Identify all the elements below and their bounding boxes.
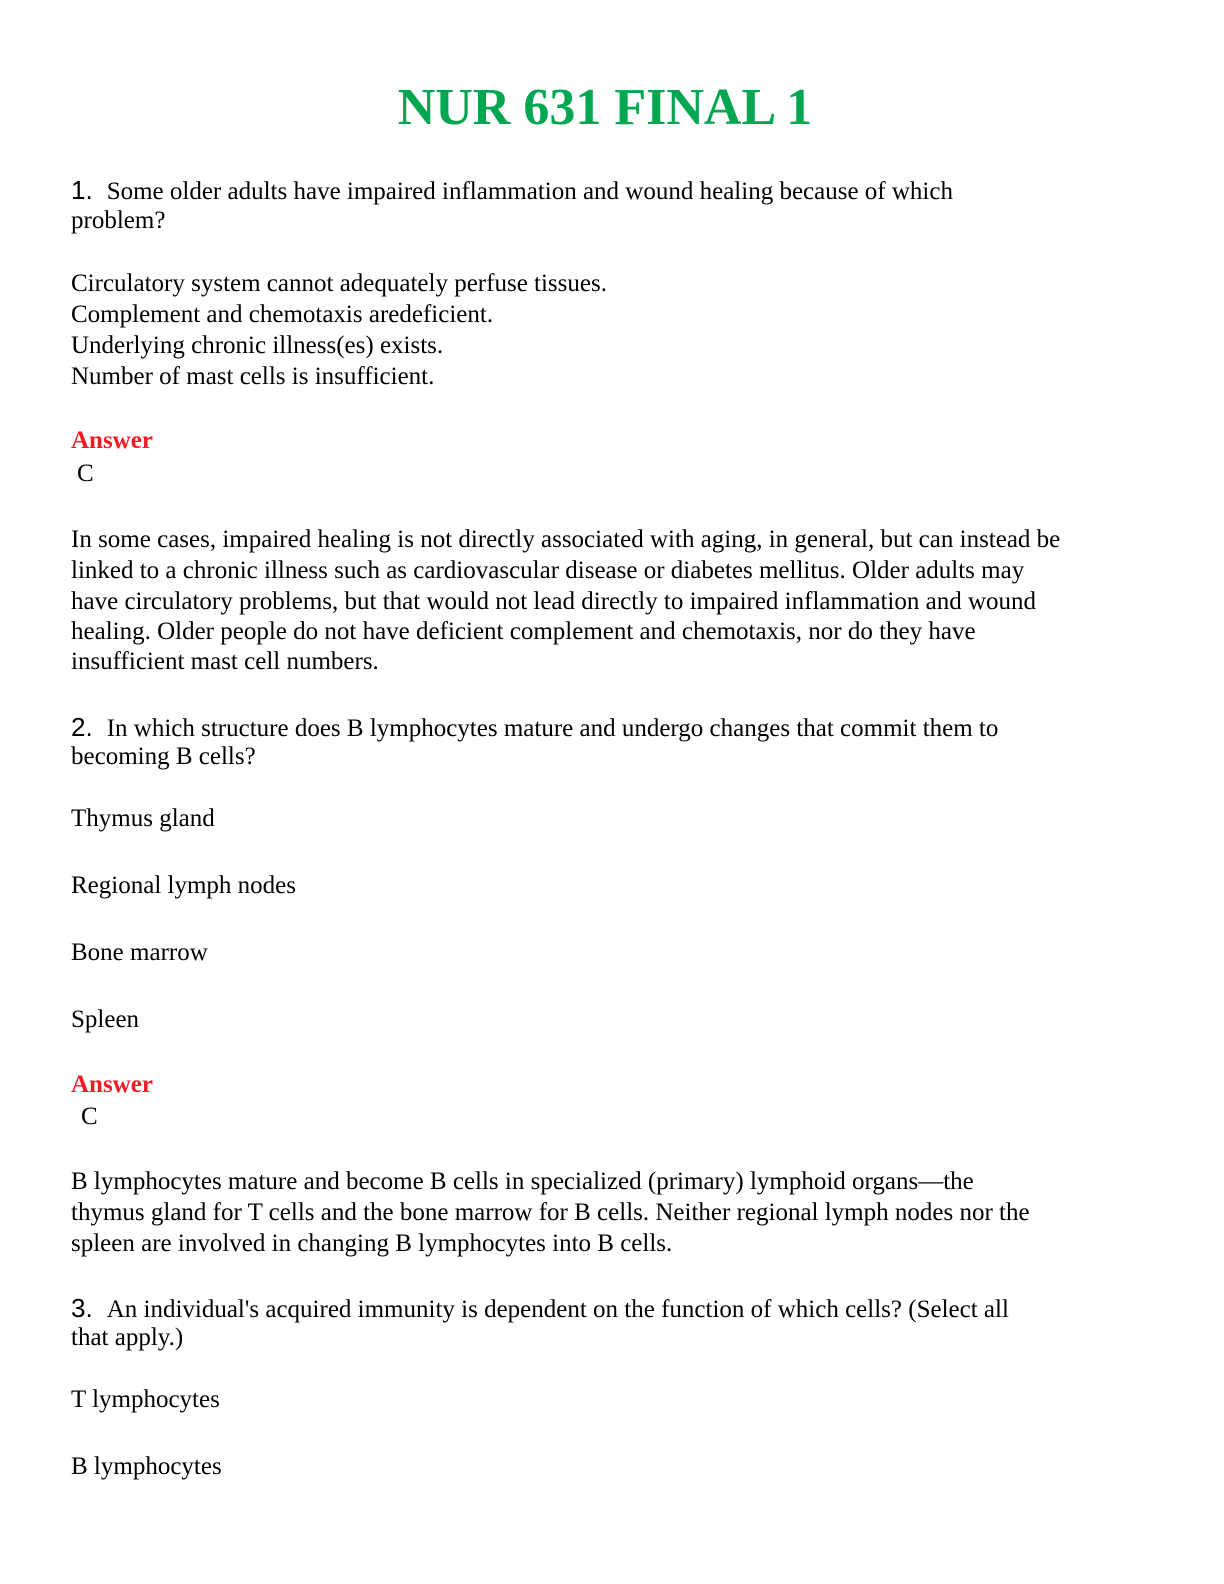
question-2-option-4: Spleen [71,1006,140,1033]
question-2-rationale-line-3: spleen are involved in changing B lymphocytes into B cells. [71,1230,673,1257]
question-2-rationale-line-1: B lymphocytes mature and become B cells in specialized (primary) lymphoid organs—the [71,1168,974,1195]
question-3-option-1: T lymphocytes [71,1386,220,1413]
question-1-rationale-line-3: have circulatory problems, but that would not lead directly to impaired inflammation and wound [71,588,1037,615]
question-3-number: 3. [71,1293,93,1323]
question-1-rationale-line-2: linked to a chronic illness such as cardiovascular disease or diabetes mellitus. Older adults may [71,557,1025,584]
question-2-answer-label: Answer [71,1071,153,1098]
question-2-option-1: Thymus gland [71,805,215,832]
question-2-number: 2. [71,712,93,742]
question-1-option-3: Underlying chronic illness(es) exists. [71,332,444,359]
question-1-rationale-line-5: insufficient mast cell numbers. [71,648,379,675]
question-2-option-3: Bone marrow [71,939,208,966]
question-2-answer-value: C [81,1103,98,1130]
question-2-rationale-line-2: thymus gland for T cells and the bone marrow for B cells. Neither regional lymph nodes nor the [71,1199,1030,1226]
question-1-option-2: Complement and chemotaxis aredeficient. [71,301,494,328]
question-1-prompt-line-1: 1. Some older adults have impaired inflammation and wound healing because of which [71,175,953,205]
question-3-option-2: B lymphocytes [71,1453,222,1480]
question-2-option-2: Regional lymph nodes [71,872,296,899]
question-1-option-1: Circulatory system cannot adequately perfuse tissues. [71,270,607,297]
question-3-prompt-line-1: 3. An individual's acquired immunity is dependent on the function of which cells? (Select all [71,1293,1009,1323]
question-1-rationale-line-1: In some cases, impaired healing is not directly associated with aging, in general, but can instead be [71,526,1061,553]
question-1-prompt-line-2: problem? [71,207,166,234]
question-1-answer-value: C [77,460,94,487]
question-1-number: 1. [71,175,93,205]
question-3-prompt-line-2: that apply.) [71,1324,184,1351]
question-1-option-4: Number of mast cells is insufficient. [71,363,435,390]
question-2-prompt-line-2: becoming B cells? [71,743,256,770]
page-title: NUR 631 FINAL 1 [397,79,813,136]
question-1-answer-label: Answer [71,427,153,454]
question-1-rationale-line-4: healing. Older people do not have deficient complement and chemotaxis, nor do they have [71,618,976,645]
question-2-prompt-line-1: 2. In which structure does B lymphocytes mature and undergo changes that commit them to [71,712,999,742]
